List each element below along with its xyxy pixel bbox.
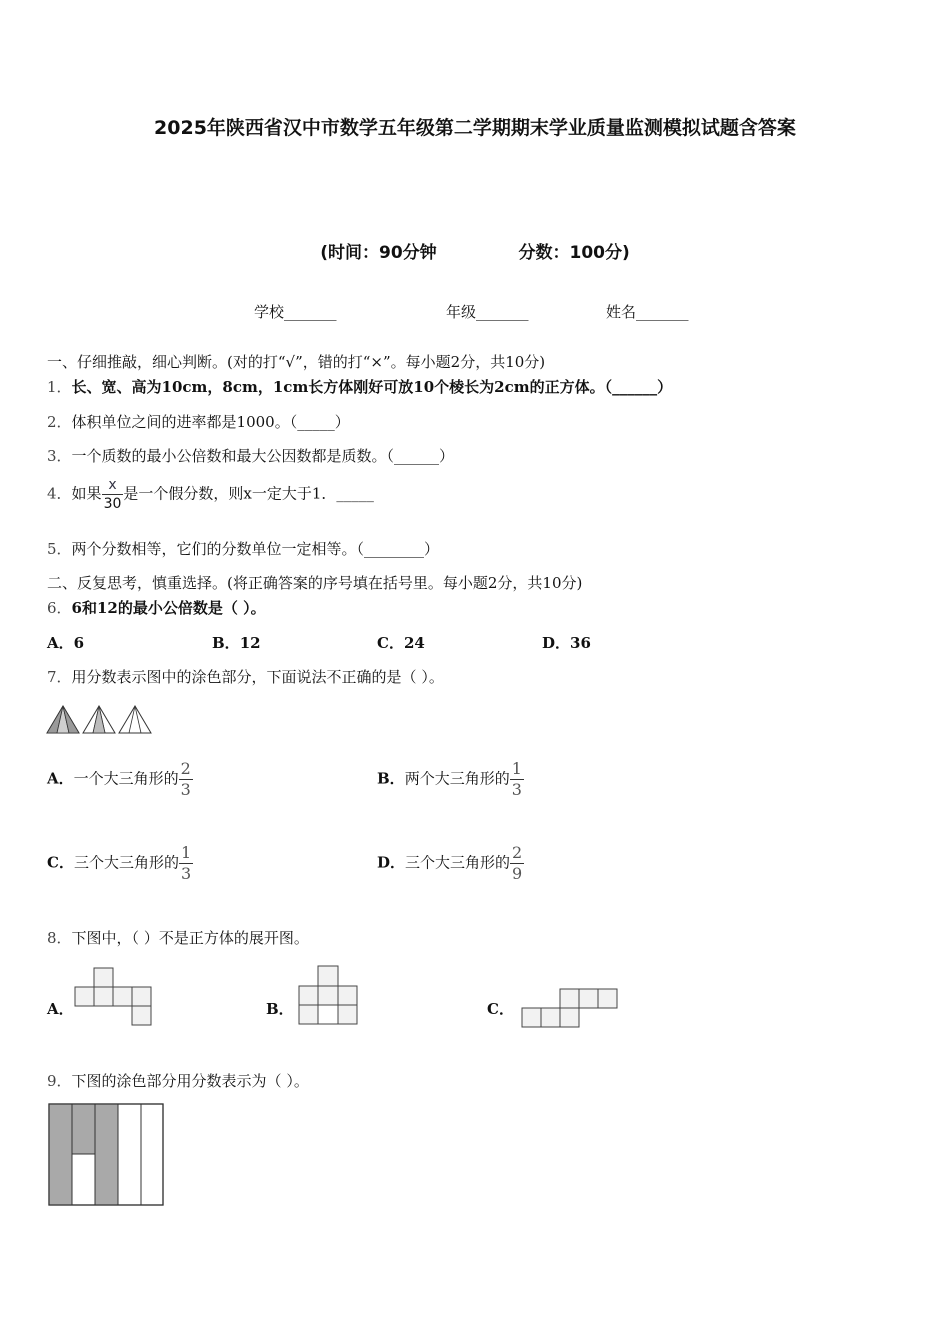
- grade-field: 年级_______: [446, 303, 529, 321]
- exam-time: (时间：90分钟: [320, 243, 437, 263]
- option-d: D．36: [542, 634, 591, 652]
- question-text: 长、宽、高为10cm，8cm，1cm长方体刚好可放10个棱长为2cm的正方体。（______）: [71, 378, 673, 396]
- option-b: B．12: [212, 634, 261, 652]
- question-number: 3．: [47, 447, 72, 465]
- question-text: 一个质数的最小公倍数和最大公因数都是质数。（______）: [71, 447, 455, 465]
- shaded-rectangle-figure: [48, 1103, 166, 1207]
- name-field: 姓名_______: [606, 303, 689, 321]
- fraction: $\frac{1}{3}$: [511, 759, 522, 799]
- exam-meta: [0, 238, 950, 263]
- exam-score: 分数：100分): [518, 243, 630, 263]
- question-number: 6．: [47, 599, 72, 617]
- cube-net-a: [74, 967, 154, 1027]
- question-text: 两个分数相等，它们的分数单位一定相等。（________）: [71, 540, 440, 558]
- question-4: [47, 478, 374, 511]
- question-text-post: 是一个假分数，则x一定大于1．_____: [123, 484, 374, 503]
- option-b: B．两个大三角形的 $\frac{1}{3}$: [377, 759, 522, 799]
- cube-net-c: [520, 988, 620, 1030]
- question-8: [47, 927, 309, 948]
- question-5: [47, 538, 439, 559]
- option-a: A．一个大三角形的 $\frac{2}{3}$: [47, 759, 191, 799]
- question-1: [47, 376, 672, 397]
- cube-net-b: [298, 965, 360, 1027]
- page-title: 2025年陕西省汉中市数学五年级第二学期期末学业质量监测模拟试题含答案: [154, 117, 796, 139]
- option-c: C．三个大三角形的 $\frac{1}{3}$: [47, 843, 192, 883]
- fraction: $\frac{2}{9}$: [512, 843, 523, 883]
- question-text: 6和12的最小公倍数是（ ）。: [71, 599, 266, 617]
- fraction: $\frac{2}{3}$: [180, 759, 191, 799]
- three-triangles-figure: [45, 703, 155, 735]
- question-7: [47, 666, 444, 687]
- option-d: D．三个大三角形的 $\frac{2}{9}$: [377, 843, 523, 883]
- question-3: [47, 445, 454, 466]
- question-number: 9．: [47, 1072, 72, 1090]
- school-field: 学校_______: [254, 303, 337, 321]
- question-number: 8．: [47, 929, 72, 947]
- question-text: 用分数表示图中的涂色部分，下面说法不正确的是（ ）。: [71, 668, 444, 686]
- question-text-pre: 如果: [71, 484, 102, 503]
- option-c-label: C．: [487, 1000, 514, 1018]
- option-b-label: B．: [266, 1000, 294, 1018]
- question-2: [47, 411, 350, 432]
- option-c: C．24: [377, 634, 425, 652]
- question-text: 下图的涂色部分用分数表示为（ ）。: [71, 1072, 309, 1090]
- question-number: 7．: [47, 668, 72, 686]
- fraction-x-over-30: $\frac{x}{30}$: [103, 477, 122, 512]
- question-text: 下图中，（ ）不是正方体的展开图。: [71, 929, 309, 947]
- question-text: 体积单位之间的进率都是1000。（_____）: [71, 413, 350, 431]
- option-a-label: A．: [47, 1000, 74, 1018]
- option-a: A．6: [47, 634, 85, 652]
- fraction: $\frac{1}{3}$: [180, 843, 192, 883]
- question-number: 4．: [47, 484, 72, 503]
- section-2-heading: 二、反复思考，慎重选择。(将正确答案的序号填在括号里。每小题2分，共10分): [47, 574, 583, 592]
- section-1-heading: 一、仔细推敲，细心判断。(对的打“√”，错的打“×”。每小题2分，共10分): [47, 353, 546, 371]
- question-number: 1．: [47, 378, 72, 396]
- question-number: 5．: [47, 540, 72, 558]
- question-9: [47, 1070, 309, 1091]
- question-number: 2．: [47, 413, 72, 431]
- question-6: [47, 597, 266, 618]
